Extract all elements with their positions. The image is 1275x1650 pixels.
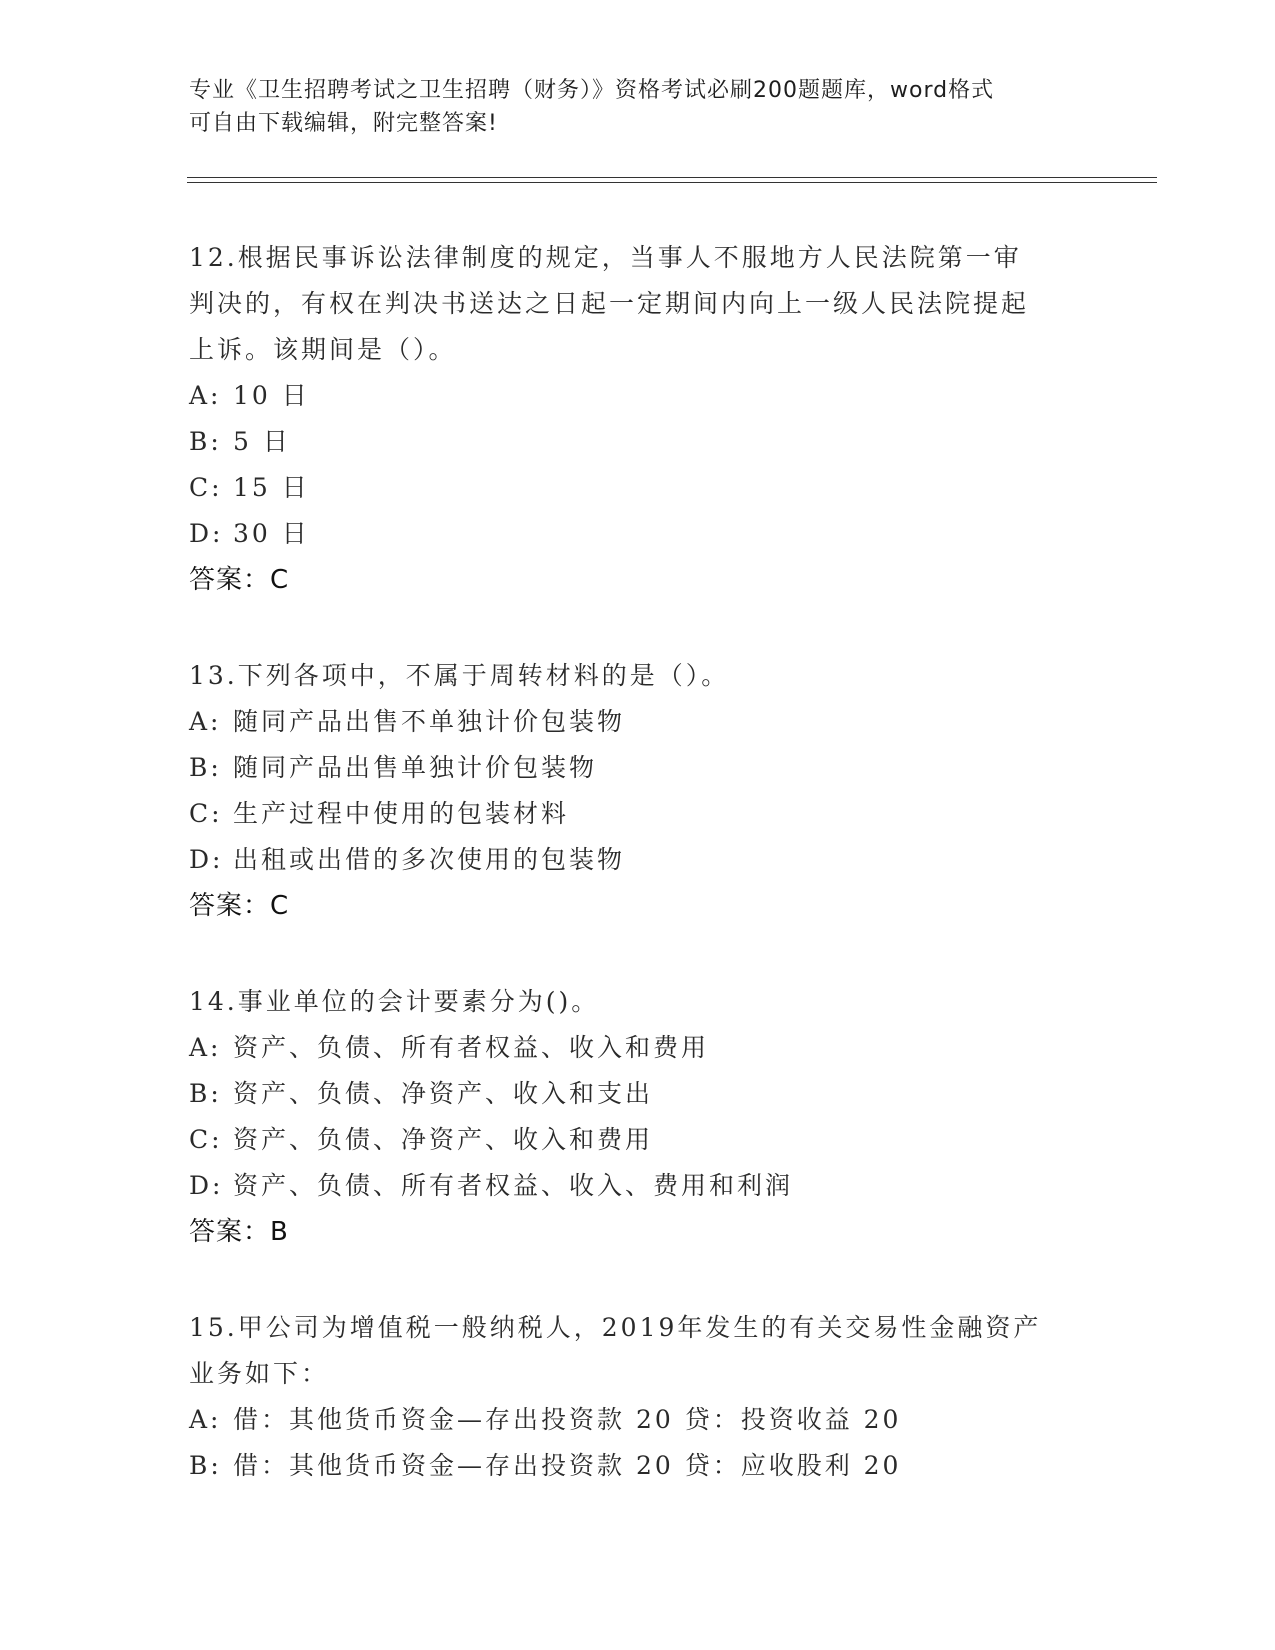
question-15 <box>189 1305 1089 1489</box>
option-text: 资产、负债、净资产、收入和费用 <box>233 1125 654 1154</box>
option-letter: D: <box>189 519 224 548</box>
option-d <box>189 837 1089 883</box>
option-text: 生产过程中使用的包装材料 <box>233 799 570 828</box>
answer-label: 答案：B <box>189 1217 289 1247</box>
question-list <box>189 235 1089 1539</box>
option-text: 资产、负债、所有者权益、收入、费用和利润 <box>233 1171 794 1200</box>
option-d <box>189 511 1089 557</box>
option-letter: A: <box>189 381 222 410</box>
option-b <box>189 1443 1089 1489</box>
question-stem: 14.事业单位的会计要素分为()。 <box>189 987 600 1016</box>
option-c <box>189 1117 1089 1163</box>
option-a <box>189 1025 1089 1071</box>
option-b <box>189 745 1089 791</box>
option-text: 随同产品出售不单独计价包装物 <box>233 707 626 736</box>
document-header <box>189 74 1089 140</box>
answer-label: 答案：C <box>189 565 290 595</box>
option-text: 出租或出借的多次使用的包装物 <box>233 845 626 874</box>
option-a <box>189 373 1089 419</box>
header-divider-top <box>187 177 1157 178</box>
option-letter: D: <box>189 845 224 874</box>
option-letter: A: <box>189 1405 222 1434</box>
option-letter: A: <box>189 1033 222 1062</box>
option-letter: A: <box>189 707 222 736</box>
question-stem: 15.甲公司为增值税一般纳税人，2019年发生的有关交易性金融资产业务如下： <box>189 1313 1042 1388</box>
option-letter: B: <box>189 1079 222 1108</box>
option-text: 10 日 <box>233 381 310 410</box>
question-12 <box>189 235 1089 603</box>
option-letter: B: <box>189 427 222 456</box>
option-letter: D: <box>189 1171 224 1200</box>
option-text: 借：其他货币资金—存出投资款 20 贷：投资收益 20 <box>233 1405 902 1434</box>
option-c <box>189 465 1089 511</box>
option-letter: C: <box>189 799 223 828</box>
option-a <box>189 1397 1089 1443</box>
question-stem: 13.下列各项中，不属于周转材料的是（）。 <box>189 661 730 690</box>
header-divider-bottom <box>187 182 1157 183</box>
option-text: 30 日 <box>233 519 310 548</box>
option-b <box>189 419 1089 465</box>
option-text: 随同产品出售单独计价包装物 <box>233 753 598 782</box>
question-stem: 12.根据民事诉讼法律制度的规定，当事人不服地方人民法院第一审判决的，有权在判决书送达之日起一定期间内向上一级人民法院提起上诉。该期间是（）。 <box>189 243 1030 364</box>
option-letter: C: <box>189 1125 223 1154</box>
option-b <box>189 1071 1089 1117</box>
option-letter: B: <box>189 753 222 782</box>
question-13 <box>189 653 1089 929</box>
header-line-1: 专业《卫生招聘考试之卫生招聘（财务）》资格考试必刷200题题库，word格式 <box>189 78 995 103</box>
answer-label: 答案：C <box>189 891 290 921</box>
header-line-2: 可自由下载编辑，附完整答案! <box>189 111 498 136</box>
option-letter: C: <box>189 473 223 502</box>
option-text: 资产、负债、净资产、收入和支出 <box>233 1079 654 1108</box>
option-text: 借：其他货币资金—存出投资款 20 贷：应收股利 20 <box>233 1451 902 1480</box>
option-a <box>189 699 1089 745</box>
option-text: 15 日 <box>233 473 310 502</box>
option-letter: B: <box>189 1451 222 1480</box>
option-d <box>189 1163 1089 1209</box>
option-text: 资产、负债、所有者权益、收入和费用 <box>233 1033 710 1062</box>
question-14 <box>189 979 1089 1255</box>
option-text: 5 日 <box>233 427 291 456</box>
option-c <box>189 791 1089 837</box>
